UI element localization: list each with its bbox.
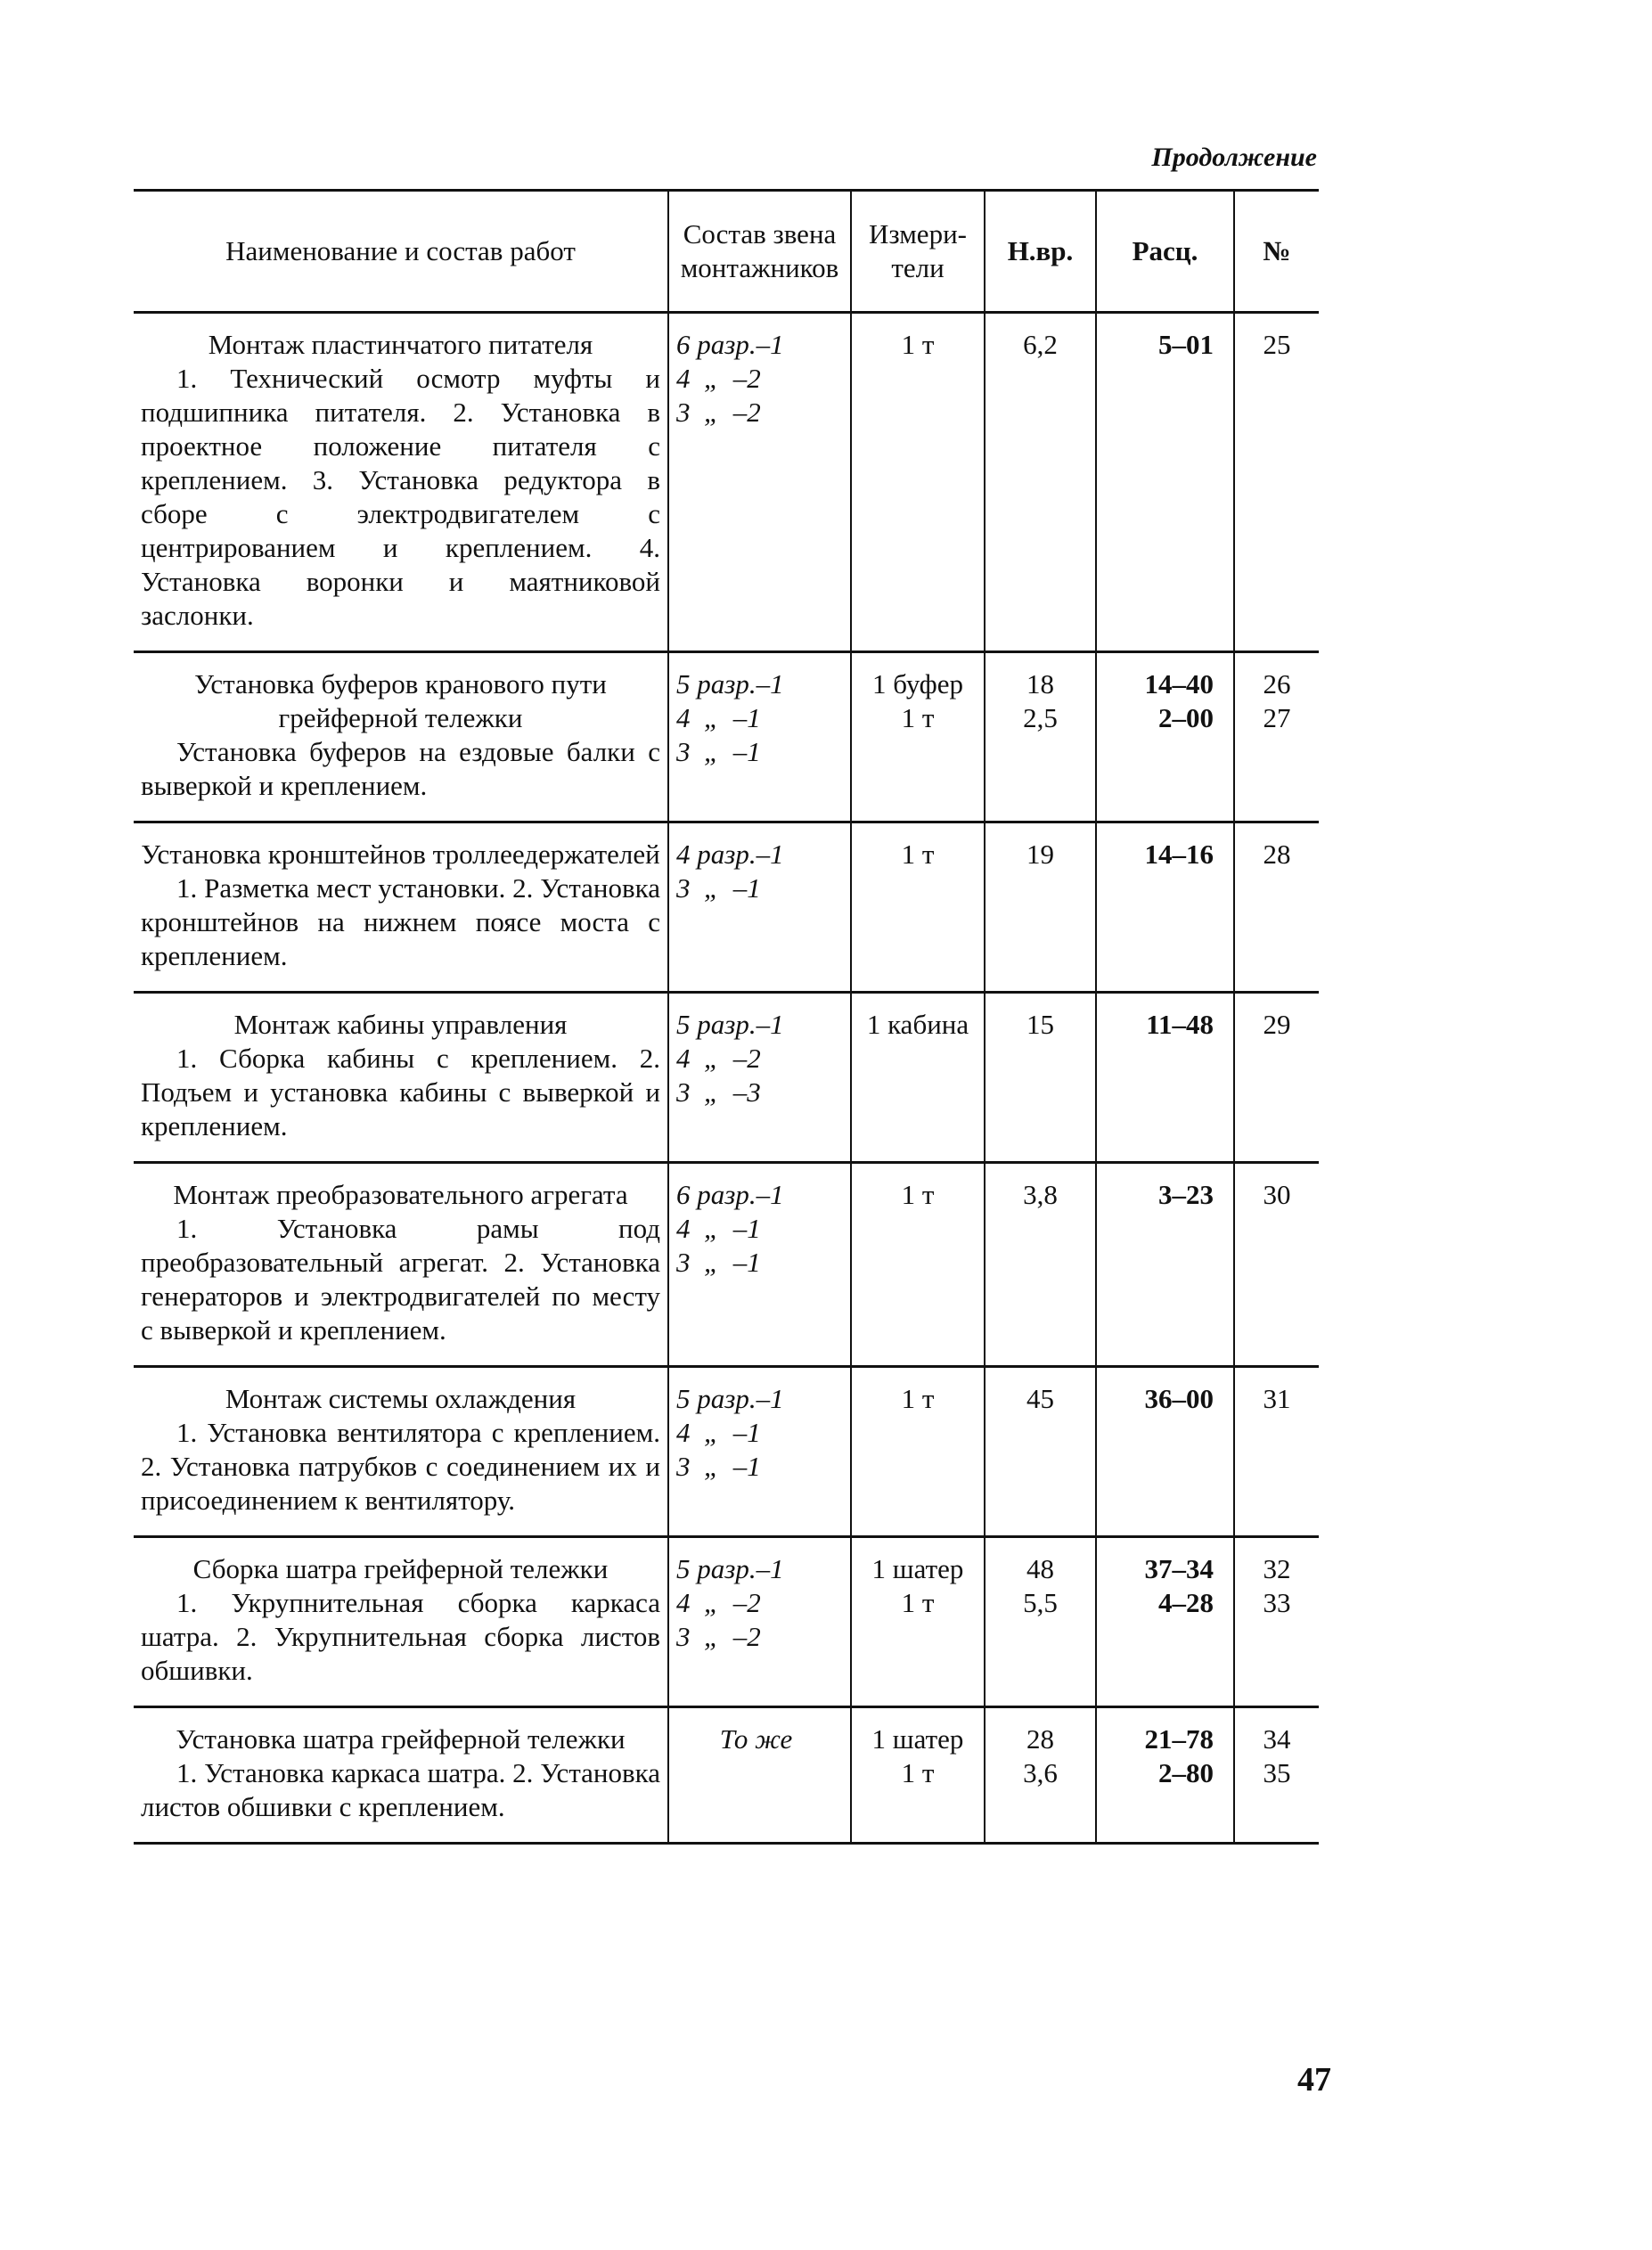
crew-line: То же <box>719 1723 793 1755</box>
rate-value: 2–00 <box>1158 702 1214 733</box>
work-name-cell <box>134 313 668 652</box>
crew-line: 4 „ –2 <box>676 1043 761 1074</box>
num-cell <box>1234 1707 1319 1844</box>
num-cell <box>1234 993 1319 1163</box>
crew-line: 5 разр.–1 <box>676 1383 784 1414</box>
work-description: 1. Сборка кабины с креплением. 2. Подъем и установка кабины с выверкой и креплением. <box>141 1043 660 1141</box>
col-header-crew: Состав звена монтажников <box>668 191 851 313</box>
num-value: 28 <box>1263 839 1291 870</box>
table-header-row <box>134 191 1319 313</box>
num-cell <box>1234 1537 1319 1707</box>
unit-value: 1 т <box>901 702 935 733</box>
work-description: 1. Установка вентилятора с креплением. 2. Установка патрубков с соединением их и присоединением к вентилятору. <box>141 1417 660 1516</box>
rate-cell <box>1096 822 1234 993</box>
time-value: 19 <box>1026 839 1054 870</box>
page-number: 47 <box>1297 2061 1331 2099</box>
work-description: 1. Разметка мест установки. 2. Установка кронштейнов на нижнем поясе моста с креплением. <box>141 872 660 971</box>
rate-cell <box>1096 1163 1234 1367</box>
unit-cell <box>851 652 985 822</box>
table-body <box>134 313 1319 1844</box>
num-value: 30 <box>1263 1179 1291 1210</box>
work-description: 1. Установка рамы под преобразовательный агрегат. 2. Установка генераторов и электродвигателей по месту с выверкой и креплением. <box>141 1213 660 1346</box>
crew-cell <box>668 1367 851 1537</box>
time-cell <box>985 1707 1096 1844</box>
crew-line: 3 „ –2 <box>676 1621 761 1652</box>
continuation-label: Продолжение <box>1151 143 1317 172</box>
num-value: 26 <box>1263 668 1291 700</box>
work-name-cell <box>134 652 668 822</box>
rate-value: 2–80 <box>1158 1757 1214 1788</box>
crew-cell <box>668 1163 851 1367</box>
rate-value: 14–16 <box>1144 839 1214 870</box>
work-title: Монтаж пластинчатого питателя <box>208 329 593 360</box>
time-value: 3,8 <box>1023 1179 1058 1210</box>
num-cell <box>1234 313 1319 652</box>
work-name-cell <box>134 993 668 1163</box>
crew-cell <box>668 1707 851 1844</box>
num-value: 29 <box>1263 1009 1291 1040</box>
crew-line: 4 „ –2 <box>676 363 761 394</box>
crew-cell <box>668 313 851 652</box>
time-value: 28 <box>1026 1723 1054 1755</box>
unit-cell <box>851 313 985 652</box>
table-row <box>134 1367 1319 1537</box>
rate-value: 3–23 <box>1158 1179 1214 1210</box>
table-row <box>134 993 1319 1163</box>
rate-value: 21–78 <box>1144 1723 1214 1755</box>
time-cell <box>985 822 1096 993</box>
time-value: 45 <box>1026 1383 1054 1414</box>
num-cell <box>1234 1163 1319 1367</box>
time-value: 15 <box>1026 1009 1054 1040</box>
num-value: 33 <box>1263 1587 1291 1618</box>
work-description: 1. Укрупнительная сборка каркаса шатра. 2. Укрупнительная сборка листов обшивки. <box>141 1587 660 1686</box>
rate-value: 4–28 <box>1158 1587 1214 1618</box>
col-header-rate: Расц. <box>1096 191 1234 313</box>
work-name-cell <box>134 1367 668 1537</box>
work-title: Установка шатра грейферной тележки <box>176 1723 626 1755</box>
work-name-cell <box>134 1537 668 1707</box>
table-row <box>134 1537 1319 1707</box>
work-title: Монтаж преобразовательного агрегата <box>173 1179 628 1210</box>
rate-cell <box>1096 1367 1234 1537</box>
table-row <box>134 652 1319 822</box>
crew-line: 4 „ –1 <box>676 702 761 733</box>
crew-line: 3 „ –1 <box>676 736 761 767</box>
time-cell <box>985 652 1096 822</box>
crew-line: 5 разр.–1 <box>676 1553 784 1584</box>
num-value: 34 <box>1263 1723 1291 1755</box>
num-value: 31 <box>1263 1383 1291 1414</box>
crew-line: 5 разр.–1 <box>676 668 784 700</box>
col-header-name: Наименование и состав работ <box>134 191 668 313</box>
unit-cell <box>851 822 985 993</box>
work-name-cell <box>134 1163 668 1367</box>
time-value: 18 <box>1026 668 1054 700</box>
time-value: 48 <box>1026 1553 1054 1584</box>
work-title: Установка буферов кранового пути грейферной тележки <box>194 668 607 733</box>
time-cell <box>985 1163 1096 1367</box>
work-title: Сборка шатра грейферной тележки <box>192 1553 609 1584</box>
time-cell <box>985 993 1096 1163</box>
col-header-unit: Измери-тели <box>851 191 985 313</box>
time-value: 6,2 <box>1023 329 1058 360</box>
time-value: 5,5 <box>1023 1587 1058 1618</box>
unit-value: 1 т <box>901 1179 935 1210</box>
unit-value: 1 буфер <box>872 668 963 700</box>
unit-value: 1 т <box>901 1587 935 1618</box>
unit-cell <box>851 1537 985 1707</box>
num-value: 35 <box>1263 1757 1291 1788</box>
time-cell <box>985 313 1096 652</box>
crew-line: 6 разр.–1 <box>676 329 784 360</box>
work-description: 1. Установка каркаса шатра. 2. Установка листов обшивки с креплением. <box>141 1757 660 1822</box>
rate-cell <box>1096 652 1234 822</box>
unit-value: 1 т <box>901 1757 935 1788</box>
rate-value: 14–40 <box>1144 668 1214 700</box>
rate-cell <box>1096 313 1234 652</box>
crew-line: 6 разр.–1 <box>676 1179 784 1210</box>
table-row <box>134 1707 1319 1844</box>
work-name-cell <box>134 822 668 993</box>
col-header-num: № <box>1234 191 1319 313</box>
crew-line: 4 „ –2 <box>676 1587 761 1618</box>
table-row <box>134 822 1319 993</box>
work-title: Установка кронштейнов троллеедержателей <box>141 839 660 870</box>
crew-line: 3 „ –1 <box>676 1247 761 1278</box>
work-name-cell <box>134 1707 668 1844</box>
unit-value: 1 т <box>901 839 935 870</box>
crew-line: 3 „ –1 <box>676 1451 761 1482</box>
rate-value: 11–48 <box>1146 1009 1214 1040</box>
crew-line: 3 „ –3 <box>676 1076 761 1108</box>
num-value: 32 <box>1263 1553 1291 1584</box>
unit-cell <box>851 993 985 1163</box>
num-value: 27 <box>1263 702 1291 733</box>
crew-line: 4 разр.–1 <box>676 839 784 870</box>
table-row <box>134 1163 1319 1367</box>
unit-cell <box>851 1707 985 1844</box>
num-cell <box>1234 652 1319 822</box>
unit-value: 1 шатер <box>871 1723 964 1755</box>
crew-cell <box>668 822 851 993</box>
num-cell <box>1234 1367 1319 1537</box>
crew-cell <box>668 1537 851 1707</box>
time-value: 3,6 <box>1023 1757 1058 1788</box>
rate-value: 37–34 <box>1144 1553 1214 1584</box>
table-row <box>134 313 1319 652</box>
rate-cell <box>1096 1707 1234 1844</box>
unit-cell <box>851 1367 985 1537</box>
rate-value: 36–00 <box>1144 1383 1214 1414</box>
rate-value: 5–01 <box>1158 329 1214 360</box>
time-cell <box>985 1537 1096 1707</box>
unit-value: 1 т <box>901 329 935 360</box>
rate-cell <box>1096 993 1234 1163</box>
crew-line: 3 „ –2 <box>676 397 761 428</box>
work-description: 1. Технический осмотр муфты и подшипника питателя. 2. Установка в проектное положение питателя с креплением. 3. Установка редуктора в сборе с электродвигателем с центрированием и креплением. 4. Установка воронки и маятниковой заслонки. <box>141 363 660 631</box>
crew-cell <box>668 652 851 822</box>
time-cell <box>985 1367 1096 1537</box>
crew-line: 4 „ –1 <box>676 1417 761 1448</box>
num-value: 25 <box>1263 329 1291 360</box>
unit-value: 1 кабина <box>866 1009 969 1040</box>
work-title: Монтаж системы охлаждения <box>225 1383 577 1414</box>
work-description: Установка буферов на ездовые балки с выверкой и креплением. <box>141 736 660 801</box>
work-title: Монтаж кабины управления <box>233 1009 568 1040</box>
unit-value: 1 т <box>901 1383 935 1414</box>
norms-table <box>134 189 1319 1845</box>
unit-value: 1 шатер <box>871 1553 964 1584</box>
num-cell <box>1234 822 1319 993</box>
crew-cell <box>668 993 851 1163</box>
crew-line: 4 „ –1 <box>676 1213 761 1244</box>
crew-line: 5 разр.–1 <box>676 1009 784 1040</box>
col-header-time: Н.вр. <box>985 191 1096 313</box>
crew-line: 3 „ –1 <box>676 872 761 904</box>
rate-cell <box>1096 1537 1234 1707</box>
time-value: 2,5 <box>1023 702 1058 733</box>
unit-cell <box>851 1163 985 1367</box>
